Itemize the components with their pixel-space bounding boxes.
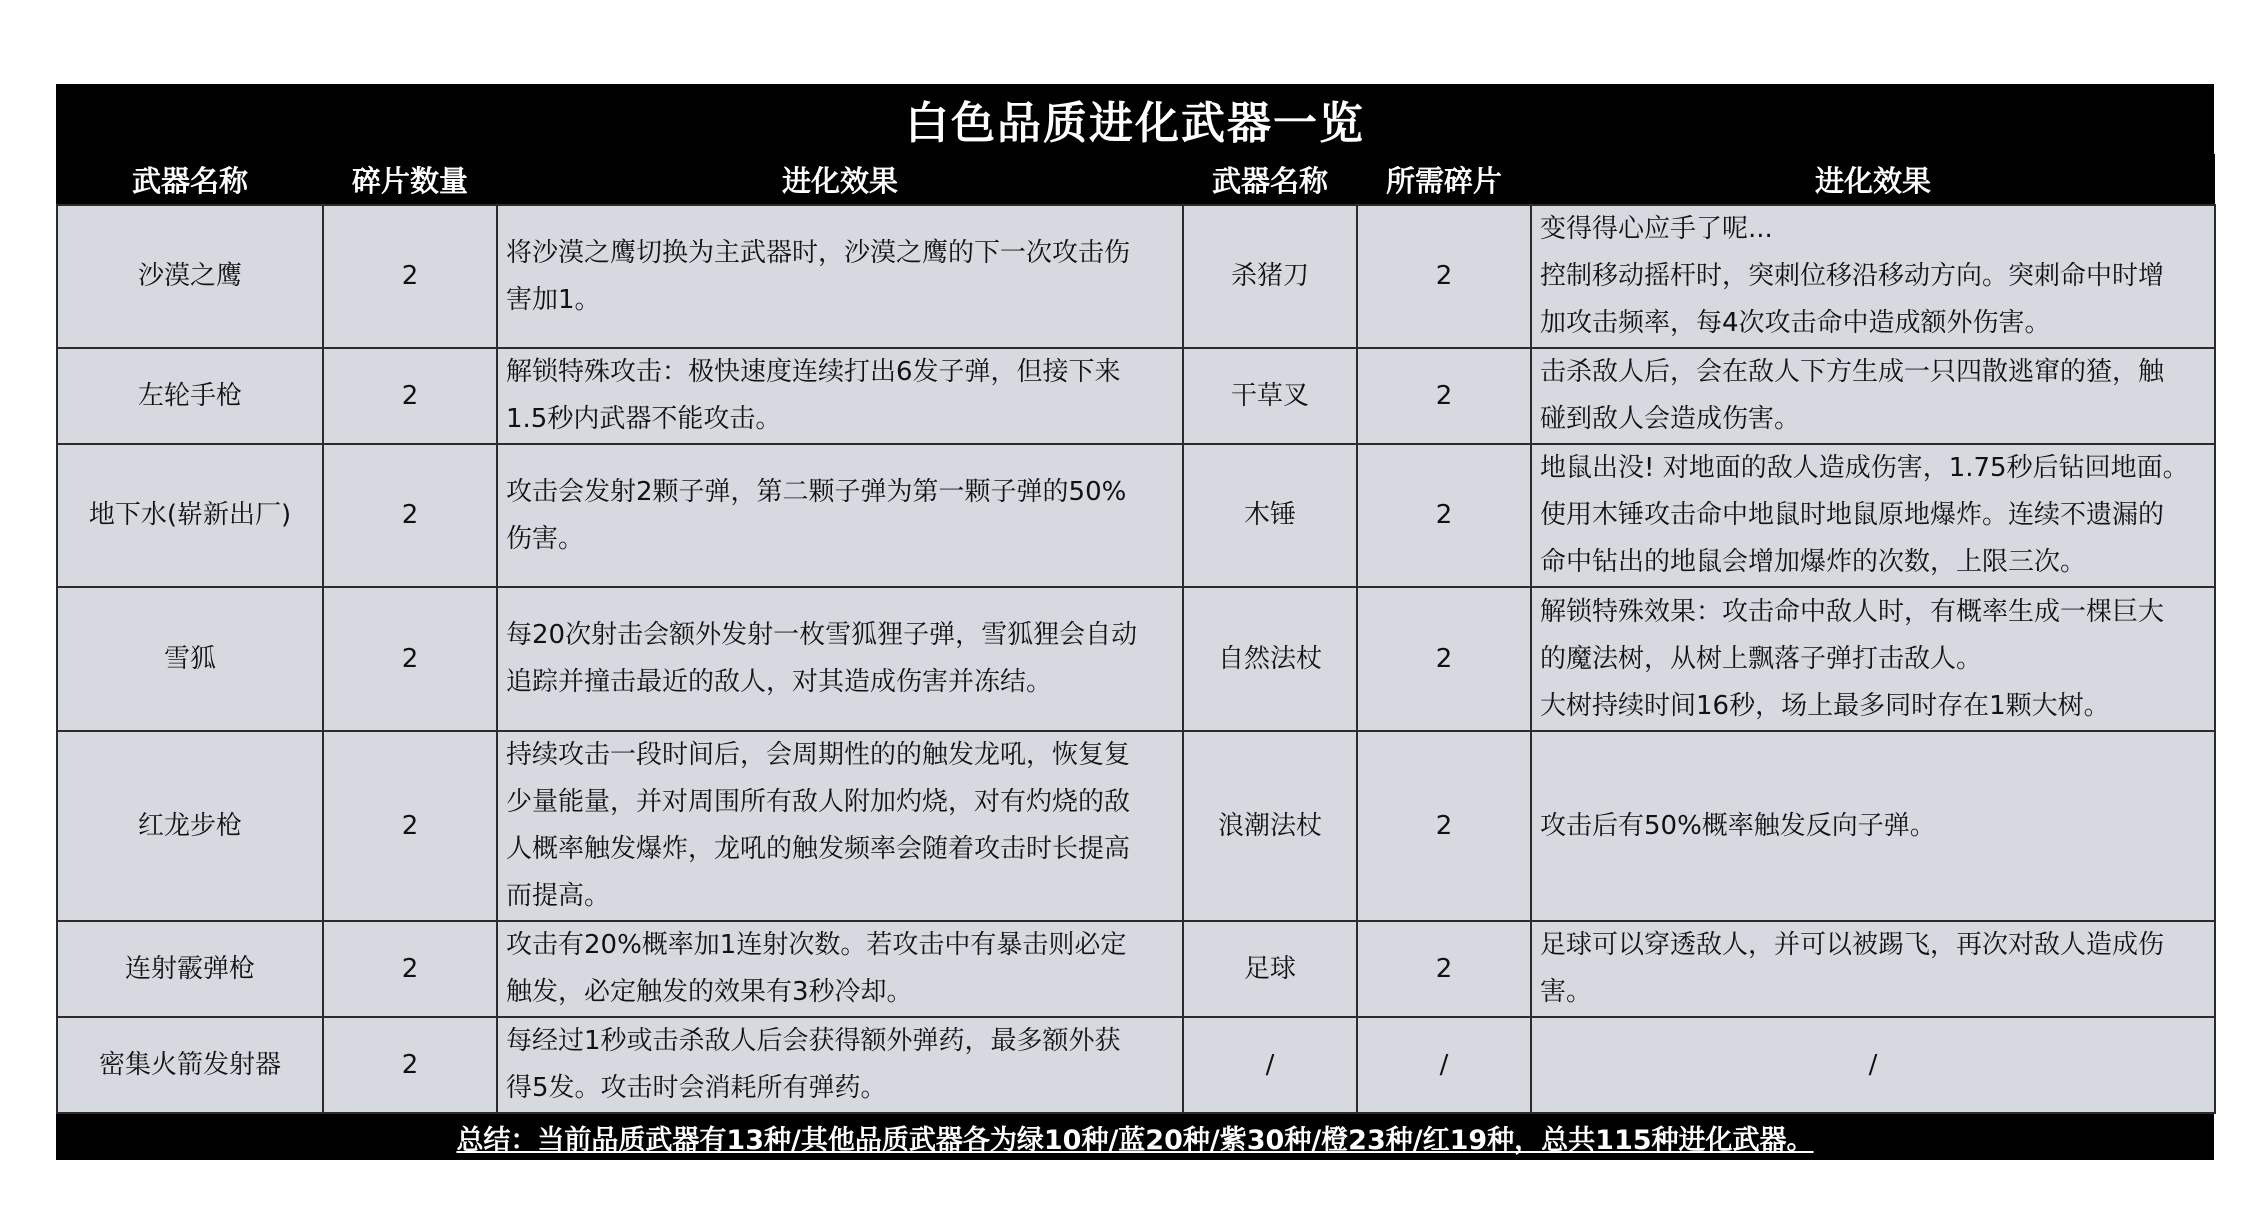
- effect-text: 每20次射击会额外发射一枚雪狐狸子弹，雪狐狸会自动 追踪并撞击最近的敌人，对其造成伤害并冻结。: [506, 620, 1138, 697]
- effect-cell: [1531, 348, 2215, 444]
- table-row: [57, 348, 2215, 444]
- effect-text: 攻击有20%概率加1连射次数。若攻击中有暴击则必定 触发，必定触发的效果有3秒冷却。: [506, 930, 1127, 1007]
- header-evolution-effect-2: 进化效果: [1531, 154, 2215, 205]
- fragment-count-cell: 2: [323, 205, 497, 348]
- effect-text: 解锁特殊效果：攻击命中敌人时，有概率生成一棵巨大 的魔法树，从树上飘落子弹打击敌人。 大树持续时间16秒，场上最多同时存在1颗大树。: [1540, 596, 2165, 721]
- effect-text: 足球可以穿透敌人，并可以被踢飞，再次对敌人造成伤 害。: [1540, 930, 2165, 1007]
- weapon-name-cell: 密集火箭发射器: [57, 1017, 323, 1113]
- fragment-count-cell: 2: [323, 1017, 497, 1113]
- weapon-name-cell: 干草叉: [1183, 348, 1357, 444]
- effect-cell: [497, 205, 1183, 348]
- fragment-count-cell: 2: [323, 731, 497, 921]
- fragment-count-cell: 2: [323, 444, 497, 587]
- weapon-name-cell: 连射霰弹枪: [57, 921, 323, 1017]
- table-row: [57, 921, 2215, 1017]
- effect-text: 持续攻击一段时间后，会周期性的的触发龙吼，恢复复 少量能量，并对周围所有敌人附加灼烧，对有灼烧的敌 人概率触发爆炸，龙吼的触发频率会随着攻击时长提高 而提高。: [506, 740, 1131, 911]
- effect-cell: [497, 1017, 1183, 1113]
- fragment-count-cell: 2: [1357, 921, 1531, 1017]
- fragment-count-cell: 2: [323, 348, 497, 444]
- header-fragment-count: 碎片数量: [323, 154, 497, 205]
- weapon-name-cell: 足球: [1183, 921, 1357, 1017]
- header-row: [57, 154, 2215, 205]
- fragment-count-cell: 2: [1357, 587, 1531, 731]
- fragment-count-cell: /: [1357, 1017, 1531, 1113]
- table-row: [57, 1017, 2215, 1113]
- effect-cell: [497, 731, 1183, 921]
- summary-footer: 总结：当前品质武器有13种/其他品质武器各为绿10种/蓝20种/紫30种/橙23种/红19种，总共115种进化武器。: [456, 1124, 1814, 1156]
- effect-cell: [1531, 205, 2215, 348]
- table-row: [57, 444, 2215, 587]
- table-row: [57, 587, 2215, 731]
- fragment-count-cell: 2: [1357, 731, 1531, 921]
- weapon-name-cell: 自然法杖: [1183, 587, 1357, 731]
- weapon-name-cell: 雪狐: [57, 587, 323, 731]
- fragment-count-cell: 2: [323, 921, 497, 1017]
- effect-cell: [497, 348, 1183, 444]
- weapon-name-cell: 左轮手枪: [57, 348, 323, 444]
- header-weapon-name-2: 武器名称: [1183, 154, 1357, 205]
- effect-cell: [497, 444, 1183, 587]
- weapon-table: [56, 154, 2216, 1114]
- header-evolution-effect: 进化效果: [497, 154, 1183, 205]
- effect-text: 解锁特殊攻击：极快速度连续打出6发子弹，但接下来 1.5秒内武器不能攻击。: [506, 357, 1121, 434]
- header-required-fragments: 所需碎片: [1357, 154, 1531, 205]
- weapon-name-cell: 地下水(崭新出厂): [57, 444, 323, 587]
- fragment-count-cell: 2: [1357, 444, 1531, 587]
- weapon-name-cell: 沙漠之鹰: [57, 205, 323, 348]
- table-row: [57, 205, 2215, 348]
- weapon-name-cell: 浪潮法杖: [1183, 731, 1357, 921]
- effect-cell: [1531, 587, 2215, 731]
- effect-text: 攻击后有50%概率触发反向子弹。: [1540, 810, 1936, 841]
- fragment-count-cell: 2: [323, 587, 497, 731]
- effect-text: 地鼠出没! 对地面的敌人造成伤害，1.75秒后钻回地面。 使用木锤攻击命中地鼠时地鼠原地爆炸。连续不遗漏的 命中钻出的地鼠会增加爆炸的次数，上限三次。: [1540, 453, 2189, 577]
- effect-cell: [497, 587, 1183, 731]
- effect-cell: [497, 921, 1183, 1017]
- fragment-count-cell: 2: [1357, 348, 1531, 444]
- weapon-name-cell: 杀猪刀: [1183, 205, 1357, 348]
- effect-text: 击杀敌人后，会在敌人下方生成一只四散逃窜的猹，触 碰到敌人会造成伤害。: [1540, 357, 2165, 434]
- effect-cell: [1531, 921, 2215, 1017]
- effect-cell: [1531, 731, 2215, 921]
- weapon-name-cell: 红龙步枪: [57, 731, 323, 921]
- weapon-name-cell: 木锤: [1183, 444, 1357, 587]
- effect-text: 每经过1秒或击杀敌人后会获得额外弹药，最多额外获 得5发。攻击时会消耗所有弹药。: [506, 1026, 1121, 1103]
- weapon-evolution-sheet: [56, 84, 2214, 1160]
- effect-cell: /: [1531, 1017, 2215, 1113]
- effect-text: 变得得心应手了呢... 控制移动摇杆时，突刺位移沿移动方向。突刺命中时增 加攻击频率，每4次攻击命中造成额外伤害。: [1540, 214, 2165, 338]
- fragment-count-cell: 2: [1357, 205, 1531, 348]
- effect-cell: [1531, 444, 2215, 587]
- weapon-name-cell: /: [1183, 1017, 1357, 1113]
- sheet-title: 白色品质进化武器一览: [905, 98, 1365, 149]
- effect-text: 将沙漠之鹰切换为主武器时，沙漠之鹰的下一次攻击伤 害加1。: [506, 237, 1131, 315]
- header-weapon-name: 武器名称: [57, 154, 323, 205]
- table-row: [57, 731, 2215, 921]
- effect-text: 攻击会发射2颗子弹，第二颗子弹为第一颗子弹的50% 伤害。: [506, 476, 1127, 554]
